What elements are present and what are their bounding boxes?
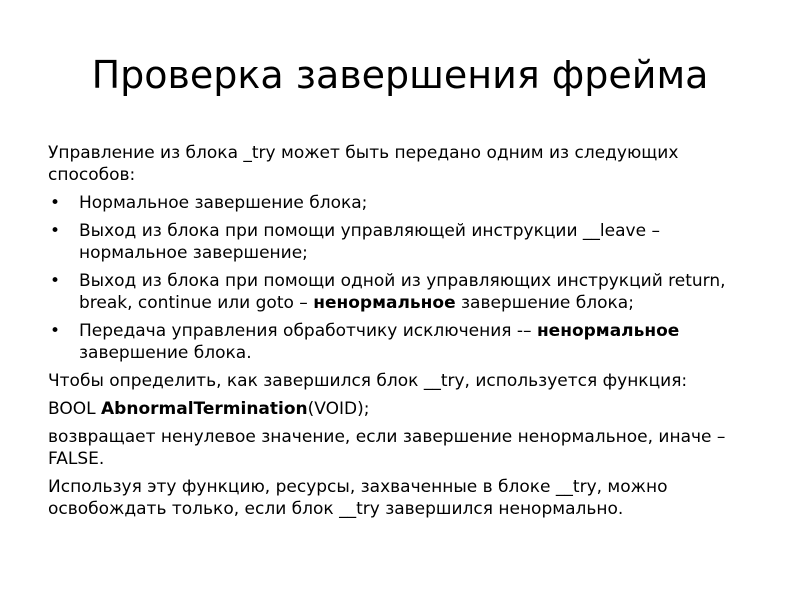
bullet-text-end: завершение блока;	[455, 293, 634, 313]
intro-paragraph: Управление из блока _try может быть передано одним из следующих способов:	[48, 143, 679, 185]
bullet-item	[48, 192, 760, 214]
slide-body	[48, 142, 760, 526]
bullet-dot: •	[50, 321, 61, 341]
slide-title: Проверка завершения фрейма	[91, 53, 709, 97]
function-signature	[48, 398, 760, 420]
bullet-item	[48, 270, 760, 314]
bullet-dot: •	[50, 221, 61, 241]
bullet-text-start: Передача управления обработчику исключения -–	[79, 321, 537, 341]
bullet-text: Выход из блока при помощи управляющей инструкции __leave – нормальное завершение;	[79, 221, 660, 263]
bullet-item	[48, 320, 760, 364]
bullet-text-start: Выход из блока при помощи одной из управляющих инструкций return, break, continue или goto –	[79, 271, 726, 313]
bullet-list	[48, 192, 760, 364]
bullet-text-emphasis: ненормальное	[536, 321, 680, 341]
bullet-text-emphasis: ненормальное	[313, 293, 456, 313]
bullet-dot: •	[50, 271, 61, 291]
usage-paragraph: Используя эту функцию, ресурсы, захваченные в блоке __try, можно освобождать только, если блок __try завершился ненормально.	[48, 477, 668, 519]
function-name: AbnormalTermination	[101, 399, 308, 419]
function-return-type: BOOL	[48, 399, 102, 419]
bullet-dot: •	[50, 193, 61, 213]
bullet-text-end: завершение блока.	[79, 343, 252, 363]
bullet-item	[48, 220, 760, 264]
bullet-text: Нормальное завершение блока;	[79, 193, 368, 213]
function-params: (VOID);	[307, 399, 370, 419]
determine-paragraph: Чтобы определить, как завершился блок __try, используется функция:	[48, 371, 688, 391]
returns-paragraph: возвращает ненулевое значение, если завершение ненормальное, иначе – FALSE.	[48, 427, 726, 469]
